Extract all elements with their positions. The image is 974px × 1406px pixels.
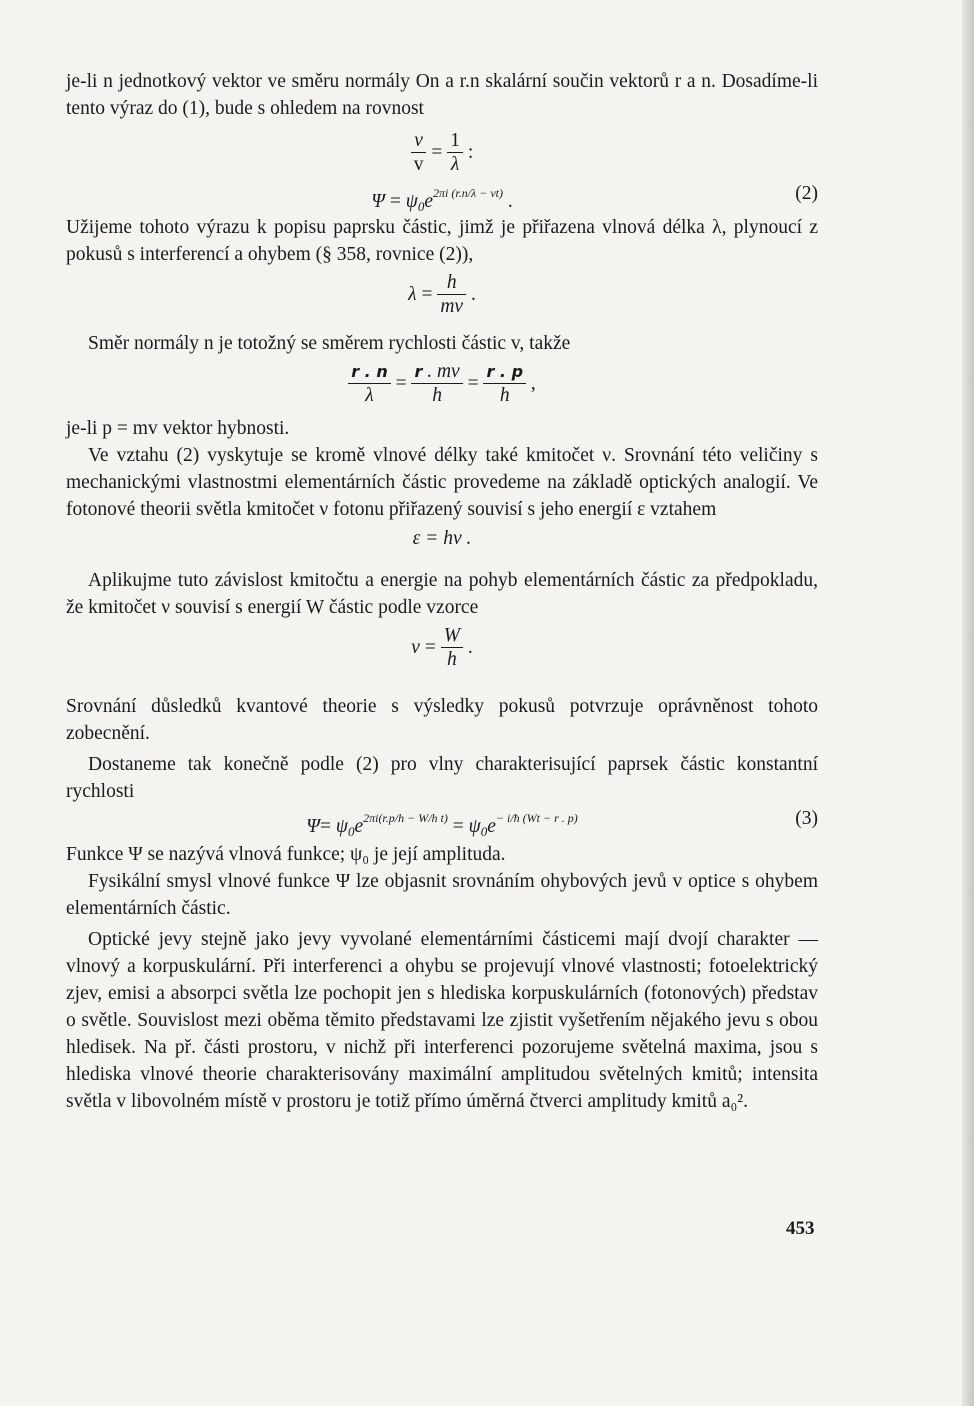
paragraph-6: Aplikujme tuto závislost kmitočtu a energie na pohyb elementárních částic za předpokladu, že kmitočet ν souvisí s energií W částic podle vzorce bbox=[66, 570, 818, 618]
equation-rn: $\frac{r . n}{\lambda}$ = $\frac{r . mv}{h}$ = $\frac{r . p}{h}$ , bbox=[66, 361, 818, 415]
equation-energy-text: ε = hν . bbox=[412, 528, 472, 549]
equation-number-3: (3) bbox=[795, 808, 818, 829]
page-number: 453 bbox=[786, 1218, 815, 1239]
fraction-w-over-h: $\frac{W}{h}$ bbox=[441, 625, 463, 672]
paragraph-3: Směr normály n je totožný se směrem rychlosti částic v, takže bbox=[88, 333, 571, 354]
fraction-rmv-over-h: $\frac{r . mv}{h}$ bbox=[411, 361, 462, 408]
paragraph-10: Fysikální smysl vlnové funkce Ψ lze objasnit srovnáním ohybových jevů v optice s ohybem elementárních částic. bbox=[66, 871, 818, 919]
paragraph-1: je-li n jednotkový vektor ve směru normály On a r.n skalární součin vektorů r a n. Dosadíme-li tento výraz do (1), bude s ohledem na rovnost bbox=[66, 71, 818, 119]
equation-energy bbox=[66, 525, 818, 561]
equation-number-2: (2) bbox=[795, 183, 818, 204]
fraction-nu-over-v: $\frac{\nu}{v}$ bbox=[411, 130, 427, 177]
fraction-one-over-lambda: $\frac{1}{\lambda}$ bbox=[447, 130, 463, 177]
equation-ratio: $\frac{\nu}{v}$ = $\frac{1}{\lambda}$ : bbox=[66, 130, 818, 176]
page-edge-shadow bbox=[962, 0, 974, 1406]
fraction-h-over-mv: $\frac{h}{mv}$ bbox=[437, 272, 466, 319]
equation-2: $\Psi = \psi_0e^{2\pi i (r.n/\lambda - \nu t)}$ . (2) bbox=[66, 180, 818, 214]
paragraph-7: Srovnání důsledků kvantové theorie s výsledky pokusů potvrzuje oprávněnost tohoto zobecnění. bbox=[66, 696, 818, 744]
page-body bbox=[66, 68, 818, 1115]
paragraph-2: Užijeme tohoto výrazu k popisu paprsku částic, jimž je přiřazena vlnová délka λ, plynoucí z pokusů s interferencí a ohybem (§ 358, rovnice (2)), bbox=[66, 217, 818, 265]
fraction-rp-over-h: $\frac{r . p}{h}$ bbox=[483, 361, 526, 408]
paragraph-4: je-li p = mv vektor hybnosti. bbox=[66, 418, 290, 439]
equation-lambda: λ = $\frac{h}{mv}$ . bbox=[408, 272, 476, 317]
paragraph-8: Dostaneme tak konečně podle (2) pro vlny charakterisující paprsek částic konstantní rychlosti bbox=[66, 754, 818, 802]
equation-frequency: ν = $\frac{W}{h}$ . bbox=[411, 625, 473, 670]
paragraph-9: Funkce Ψ se nazývá vlnová funkce; ψ₀ je její amplituda. bbox=[66, 844, 506, 865]
paragraph-11: Optické jevy stejně jako jevy vyvolané elementárními částicemi mají dvojí charakter — vlnový a korpuskulární. Při interferenci a ohybu se projevují vlnové vlastnosti; fotoelektrický zjev, emisi a absorpci světla lze pochopit jen s hlediska korpuskulárních (fotonových) představ o světle. Souvislost mezi oběma těmito představami lze zjistit vyšetřením nějakého jevu s obou hledisek. Na př. části prostoru, v nichž při interferenci pozorujeme světelná maxima, jsou s hlediska vlnové theorie charakterisovány maximální amplitudou světelných kmitů; intensita světla v libovolném místě v prostoru je totiž přímo úměrná čtverci amplitudy kmitů a₀². bbox=[66, 929, 818, 1112]
paragraph-5: Ve vztahu (2) vyskytuje se kromě vlnové délky také kmitočet ν. Srovnání této veličiny s mechanickými vlastnostmi elementárních částic provedeme na základě optických analogií. Ve fotonové theorii světla kmitočet ν fotonu přiřazený souvisí s jeho energií ε vztahem bbox=[66, 445, 818, 520]
fraction-rn-over-lambda: $\frac{r . n}{\lambda}$ bbox=[348, 361, 391, 408]
equation-3: $\Psi= \psi_0e^{2\pi i(r.p/h - W/h t)} = \psi_0e^{- i/ħ (Wt - r . p)}$ (3) bbox=[66, 805, 818, 835]
